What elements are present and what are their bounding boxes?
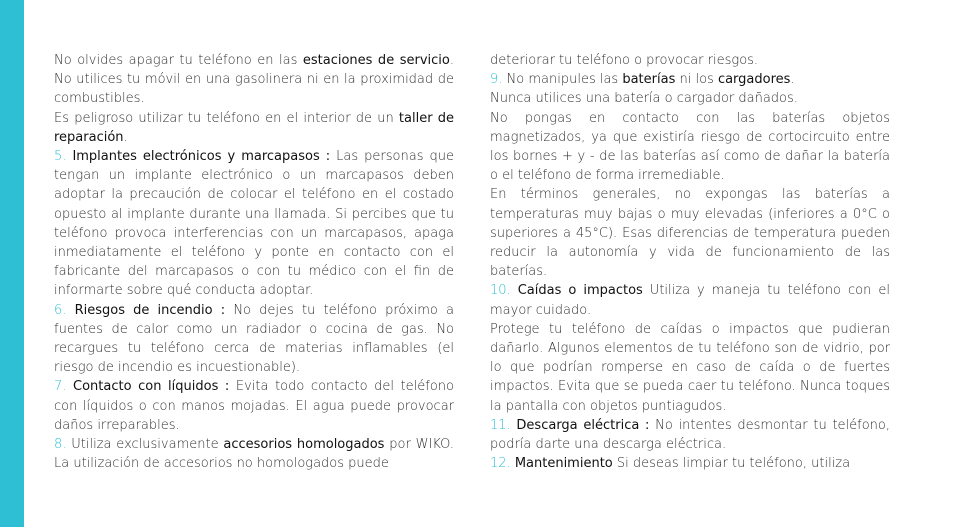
paragraph-text: Las personas que tengan un implante electrónico o un marcapasos deben adoptar la precaución de colocar el teléfono en el costado opuesto al implante durante una llamada. Si percibes que tu teléfono provoca interferencias con un marcapasos, apaga inmediatamente el teléfono y ponte en contacto con el fabricante del marcapasos o con tu médico con el fin de informarte sobre qué conducta adoptar. (54, 149, 454, 299)
right-column (490, 51, 890, 473)
section-7-liquids (54, 377, 454, 435)
paragraph-gas-stations (54, 51, 454, 109)
section-number: 10. (490, 283, 518, 299)
paragraph-protect-phone (490, 320, 890, 416)
section-number: 7. (54, 379, 73, 395)
keyword-approved-accessories: accesorios homologados (223, 437, 385, 453)
paragraph-text: . No utilices tu móvil en una gasolinera ni en la proximidad de combustibles. (54, 53, 454, 107)
section-number: 12. (490, 456, 515, 472)
keyword-repair-shop: taller de reparación (54, 110, 454, 145)
section-number: 5. (54, 149, 73, 165)
section-5-implants (54, 147, 454, 301)
section-9-batteries (490, 70, 890, 89)
paragraph-text: Utiliza y maneja tu teléfono con el mayor cuidado. (490, 283, 890, 318)
keyword-chargers: cargadores (717, 72, 791, 88)
paragraph-temperatures (490, 185, 890, 281)
paragraph-text: No dejes tu teléfono próximo a fuentes de calor como un radiador o cocina de gas. No recargues tu teléfono cerca de materias inflamables (el riesgo de incendio es incuestionable). (54, 302, 454, 376)
paragraph-magnetic-objects (490, 109, 890, 186)
paragraph-continuation (490, 51, 890, 70)
section-heading: Contacto con líquidos : (73, 379, 230, 395)
paragraph-damaged-battery (490, 89, 890, 108)
left-column (54, 51, 454, 473)
paragraph-text: Evita todo contacto del teléfono con líquidos o con manos mojadas. El agua puede provocar daños irreparables. (54, 379, 454, 433)
section-heading: Mantenimiento (514, 456, 613, 472)
paragraph-text: No manipules las (506, 72, 623, 88)
section-number: 9. (490, 72, 507, 88)
paragraph-text: No pongas en contacto con las baterías objetos magnetizados, ya que existiría riesgo de cortocircuito entre los bornes + y - de las baterías así como de dañar la batería o el teléfono de forma irremediable. (490, 110, 890, 184)
paragraph-text: . (790, 72, 795, 88)
keyword-service-stations: estaciones de servicio (302, 53, 450, 68)
paragraph-repair-shop (54, 109, 454, 147)
paragraph-text: ni los (675, 72, 718, 88)
section-heading: Implantes electrónicos y marcapasos : (72, 149, 331, 165)
paragraph-text: Si deseas limpiar tu teléfono, utiliza (612, 456, 851, 472)
side-accent-bar (0, 0, 24, 527)
section-10-drops (490, 281, 890, 319)
keyword-batteries: baterías (622, 72, 676, 88)
paragraph-text: Es peligroso utilizar tu teléfono en el interior de un (54, 110, 399, 126)
paragraph-text: Nunca utilices una batería o cargador dañados. (490, 91, 798, 107)
paragraph-text: En términos generales, no expongas las baterías a temperaturas muy bajas o muy elevadas (inferiores a 0°C o superiores a 45°C). Esas diferencias de temperatura pueden reducir la autonomía y vida de funcionamiento de las baterías. (490, 187, 890, 280)
paragraph-text: No olvides apagar tu teléfono en las (54, 53, 303, 68)
paragraph-text: Protege tu teléfono de caídas o impactos que pudieran dañarlo. Algunos elementos de tu teléfono son de vidrio, por lo que podrían romperse en caso de caída o de fuertes impactos. Evita que se pueda caer tu teléfono. Nunca toques la pantalla con objetos puntiagudos. (490, 321, 890, 414)
section-6-fire (54, 301, 454, 378)
paragraph-text: Utiliza exclusivamente (71, 437, 224, 453)
section-number: 11. (490, 417, 517, 433)
section-11-electric-shock (490, 416, 890, 454)
paragraph-text: No intentes desmontar tu teléfono, podría darte una descarga eléctrica. (490, 417, 891, 453)
section-8-accessories (54, 435, 454, 473)
section-number: 8. (54, 437, 72, 453)
paragraph-text: . (123, 129, 128, 145)
paragraph-text: por WIKO. La utilización de accesorios no homologados puede (54, 437, 455, 472)
section-heading: Caídas o impactos (517, 283, 643, 299)
section-heading: Descarga eléctrica : (516, 417, 650, 433)
paragraph-text: deteriorar tu teléfono o provocar riesgos. (490, 53, 759, 68)
section-12-maintenance (490, 454, 890, 473)
section-number: 6. (54, 302, 75, 318)
section-heading: Riesgos de incendio : (74, 302, 226, 318)
